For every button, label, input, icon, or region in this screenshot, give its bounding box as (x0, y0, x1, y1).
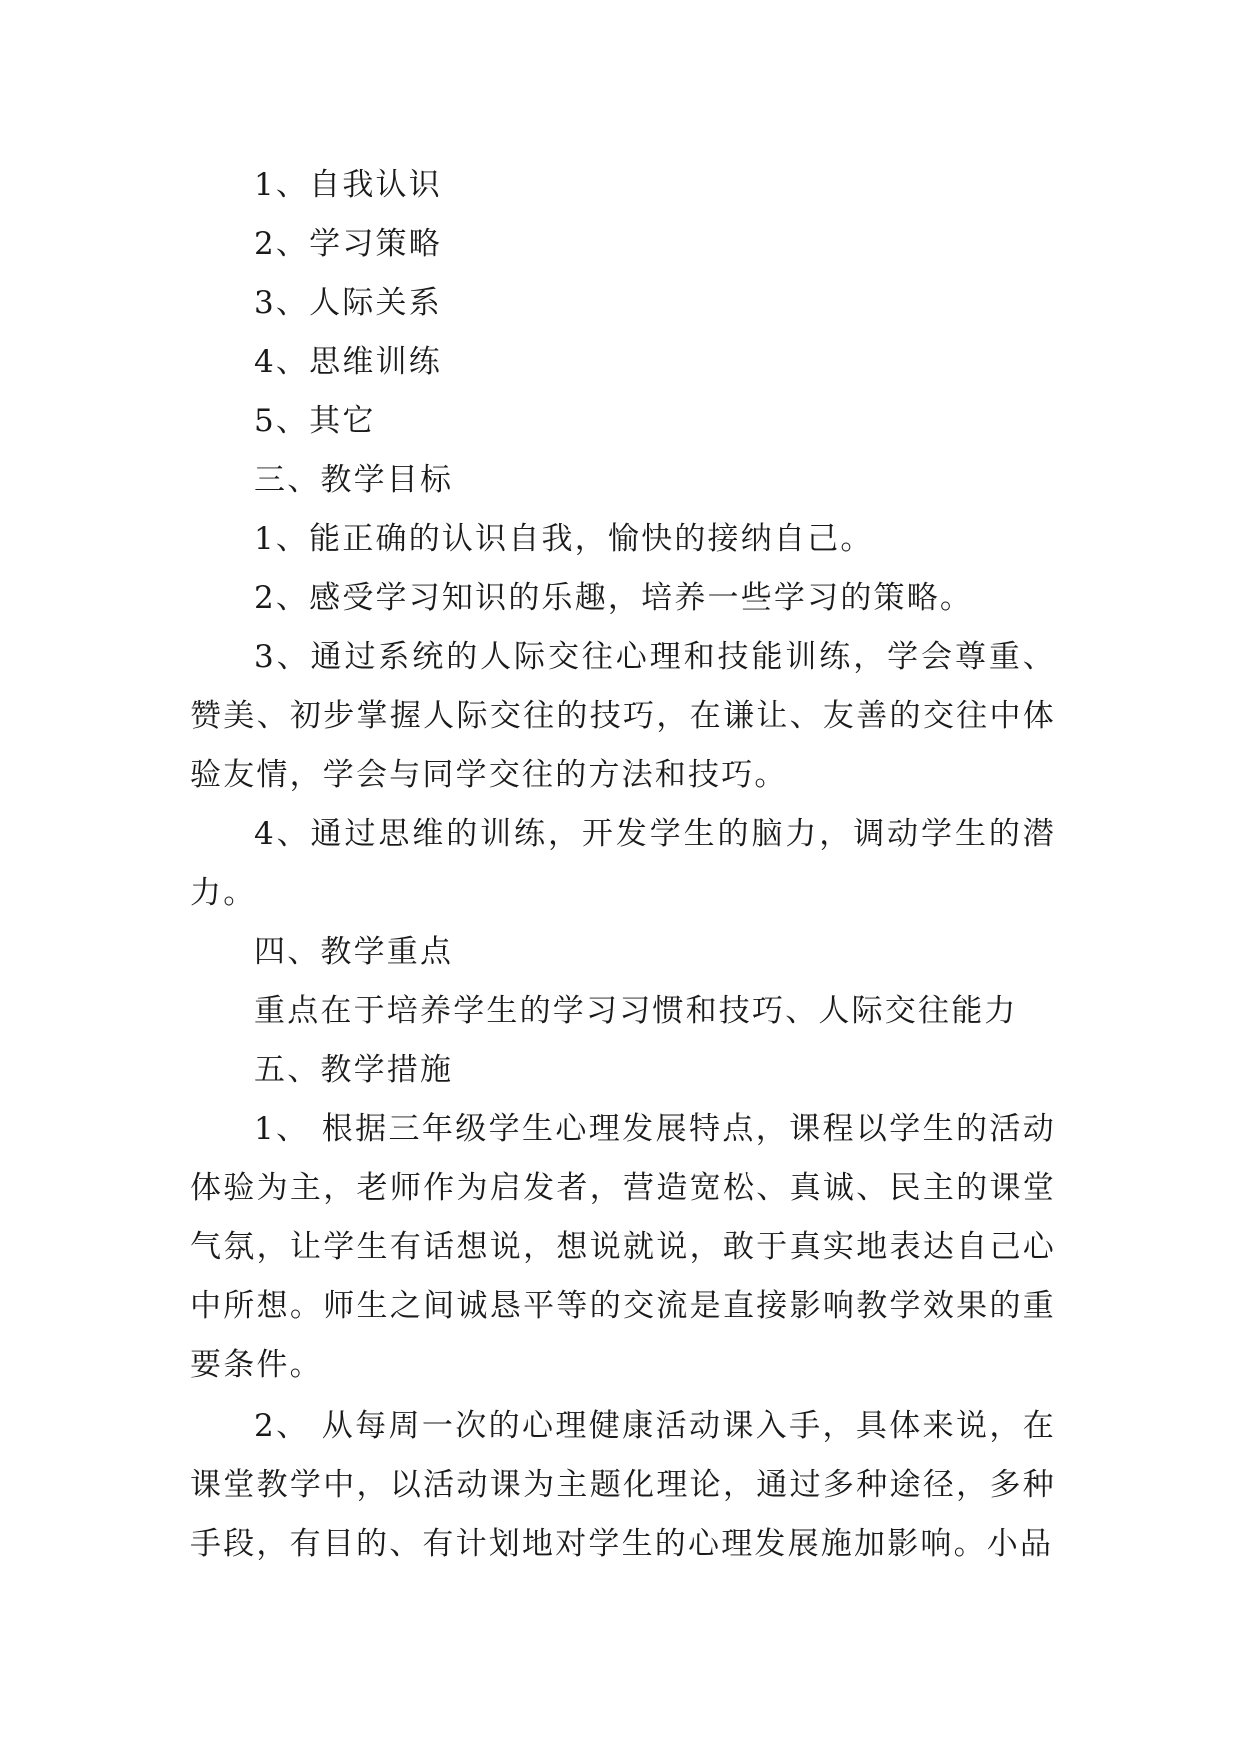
document-body (190, 156, 1056, 1574)
goal-item-3: 3、通过系统的人际交往心理和技能训练，学会尊重、赞美、初步掌握人际交往的技巧，在谦让、友善的交往中体验友情，学会与同学交往的方法和技巧。 (190, 639, 1056, 793)
list-item-self-awareness: 1、自我认识 (254, 167, 442, 203)
section-heading-teaching-focus: 四、教学重点 (254, 934, 454, 970)
measure-item-2: 2、 从每周一次的心理健康活动课入手，具体来说，在课堂教学中，以活动课为主题化理论，通过多种途径，多种手段，有目的、有计划地对学生的心理发展施加影响。小品 (190, 1408, 1056, 1562)
goal-item-4: 4、通过思维的训练，开发学生的脑力，调动学生的潜力。 (190, 816, 1056, 911)
list-item-other: 5、其它 (254, 403, 376, 439)
goal-item-1: 1、能正确的认识自我，愉快的接纳自己。 (254, 521, 874, 557)
teaching-focus-text: 重点在于培养学生的学习习惯和技巧、人际交往能力 (254, 993, 1018, 1029)
list-item-learning-strategies: 2、学习策略 (254, 226, 442, 262)
section-heading-teaching-goals: 三、教学目标 (254, 462, 454, 498)
list-item-thinking-training: 4、思维训练 (254, 344, 442, 380)
section-heading-teaching-measures: 五、教学措施 (254, 1052, 454, 1088)
list-item-interpersonal-relations: 3、人际关系 (254, 285, 442, 321)
measure-item-1: 1、 根据三年级学生心理发展特点，课程以学生的活动体验为主，老师作为启发者，营造宽松、真诚、民主的课堂气氛，让学生有话想说，想说就说，敢于真实地表达自己心中所想。师生之间诚恳平等的交流是直接影响教学效果的重要条件。 (190, 1111, 1056, 1383)
goal-item-2: 2、感受学习知识的乐趣，培养一些学习的策略。 (254, 580, 974, 616)
